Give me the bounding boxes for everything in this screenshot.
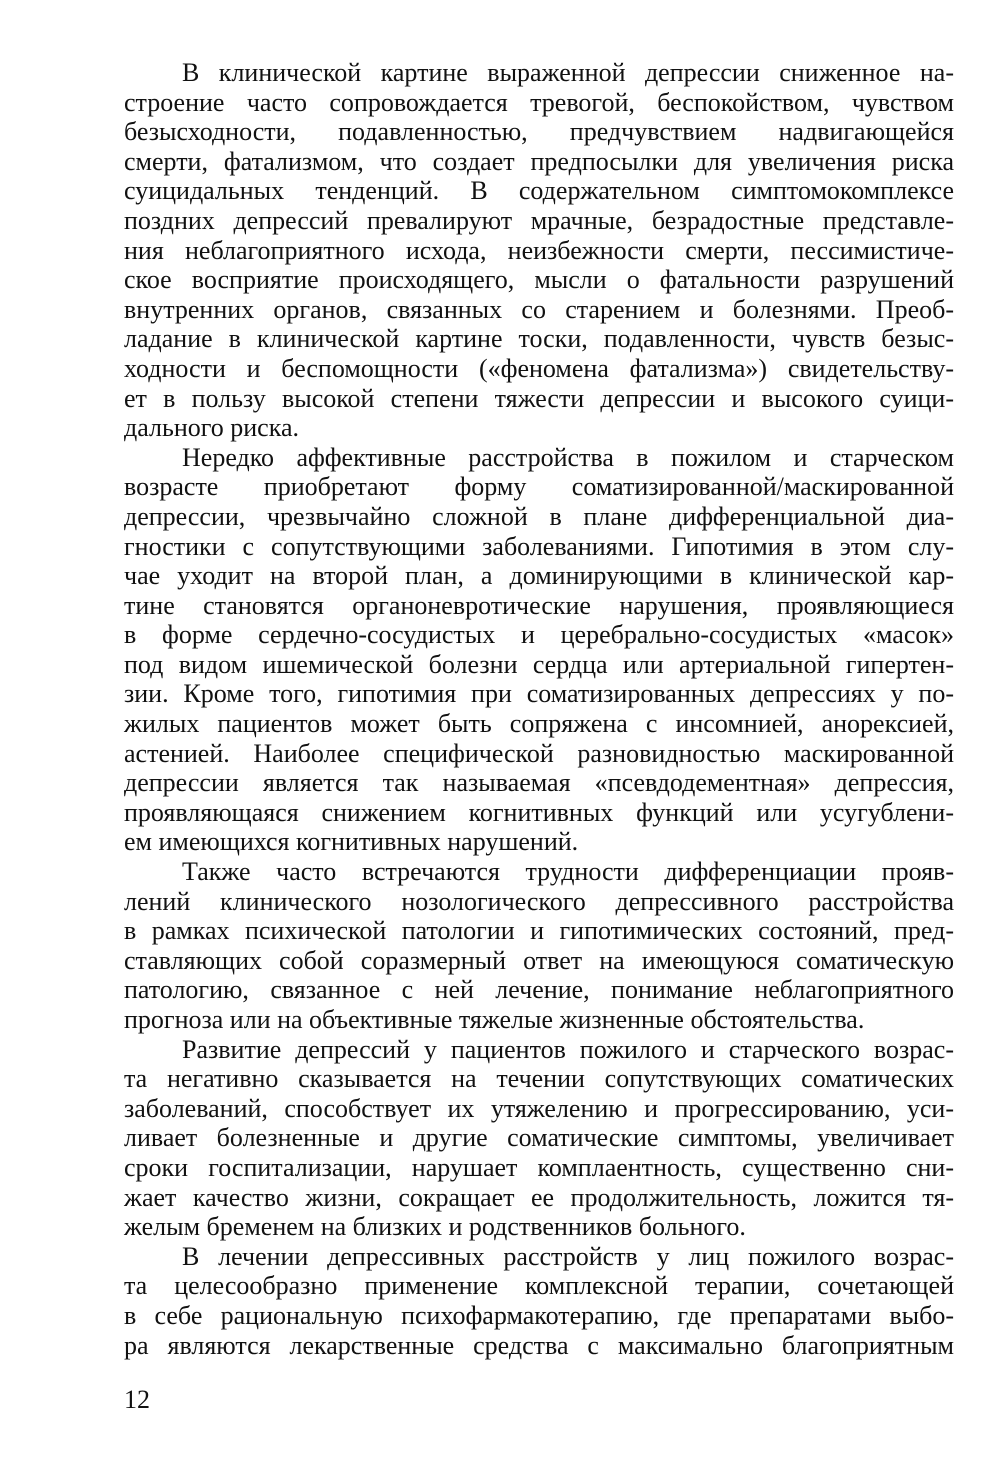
- text-line: смерти, фатализмом, что создает предпосылки для увеличения риска: [124, 146, 954, 176]
- text-line: Развитие депрессий у пациентов пожилого и старческого возрас-: [182, 1034, 954, 1064]
- text-line: ладание в клинической картине тоски, подавленности, чувств безыс-: [124, 324, 954, 354]
- text-line: в форме сердечно-сосудистых и церебрально-сосудистых «масок»: [124, 620, 954, 650]
- text-line: ет в пользу высокой степени тяжести депрессии и высокого суици-: [124, 383, 954, 413]
- text-line: ния неблагоприятного исхода, неизбежности смерти, пессимистиче-: [124, 235, 954, 265]
- text-line: безысходности, подавленностью, предчувствием надвигающейся: [124, 117, 954, 147]
- text-line: под видом ишемической болезни сердца или артериальной гипертен-: [124, 649, 954, 679]
- text-line: патологию, связанное с ней лечение, понимание неблагоприятного: [124, 975, 954, 1005]
- text-line: проявляющаяся снижением когнитивных функций или усугублени-: [124, 797, 954, 827]
- text-line: депрессии является так называемая «псевдодементная» депрессия,: [124, 768, 954, 798]
- text-line: возрасте приобретают форму соматизированной/маскированной: [124, 472, 954, 502]
- text-line: Также часто встречаются трудности дифференциации прояв-: [182, 857, 954, 887]
- text-line: в рамках психической патологии и гипотимических состояний, пред-: [124, 916, 954, 946]
- text-line: желым бременем на близких и родственников больного.: [124, 1212, 746, 1242]
- text-line: ское восприятие происходящего, мысли о фатальности разрушений: [124, 265, 954, 295]
- text-line: ставляющих собой соразмерный ответ на имеющуюся соматическую: [124, 945, 954, 975]
- paragraph-5: [124, 1242, 954, 1360]
- text-line: та негативно сказывается на течении сопутствующих соматических: [124, 1064, 954, 1094]
- paragraph-2: [124, 443, 954, 857]
- paragraph-3: [124, 857, 954, 1035]
- text-line: дального риска.: [124, 413, 299, 443]
- text-line: В лечении депрессивных расстройств у лиц пожилого возрас-: [182, 1241, 954, 1271]
- text-line: зии. Кроме того, гипотимия при соматизированных депрессиях у по-: [124, 679, 954, 709]
- text-line: сроки госпитализации, нарушает комплаентность, существенно сни-: [124, 1152, 954, 1182]
- text-line: заболеваний, способствует их утяжелению и прогрессированию, уси-: [124, 1093, 954, 1123]
- page-number: 12: [124, 1385, 150, 1414]
- text-line: жилых пациентов может быть сопряжена с инсомнией, анорексией,: [124, 709, 954, 739]
- text-line: ра являются лекарственные средства с максимально благоприятным: [124, 1330, 954, 1360]
- text-line: суицидальных тенденций. В содержательном симптомокомплексе: [124, 176, 954, 206]
- text-line: ем имеющихся когнитивных нарушений.: [124, 827, 579, 857]
- text-line: В клинической картине выраженной депрессии сниженное на-: [182, 58, 954, 87]
- text-line: жает качество жизни, сокращает ее продолжительность, ложится тя-: [124, 1182, 954, 1212]
- text-line: в себе рациональную психофармакотерапию, где препаратами выбо-: [124, 1300, 954, 1330]
- page-body: [124, 58, 954, 1360]
- text-line: гностики с сопутствующими заболеваниями. Гипотимия в этом слу-: [124, 531, 954, 561]
- text-line: чае уходит на второй план, а доминирующими в клинической кар-: [124, 561, 954, 591]
- text-line: прогноза или на объективные тяжелые жизненные обстоятельства.: [124, 1005, 865, 1034]
- text-line: ходности и беспомощности («феномена фатализма») свидетельству-: [124, 353, 954, 383]
- paragraph-4: [124, 1035, 954, 1242]
- text-line: астенией. Наиболее специфической разновидностью маскированной: [124, 738, 954, 768]
- text-line: Нередко аффективные расстройства в пожилом и старческом: [182, 442, 954, 472]
- text-line: депрессии, чрезвычайно сложной в плане дифференциальной диа-: [124, 501, 954, 531]
- text-line: поздних депрессий превалируют мрачные, безрадостные представле-: [124, 205, 954, 235]
- text-line: внутренних органов, связанных со старением и болезнями. Преоб-: [124, 294, 954, 324]
- paragraph-1: [124, 58, 954, 443]
- text-line: ливает болезненные и другие соматические симптомы, увеличивает: [124, 1123, 954, 1153]
- text-line: строение часто сопровождается тревогой, беспокойством, чувством: [124, 87, 954, 117]
- text-line: лений клинического нозологического депрессивного расстройства: [124, 886, 954, 916]
- text-line: тине становятся органоневротические нарушения, проявляющиеся: [124, 590, 954, 620]
- text-line: та целесообразно применение комплексной терапии, сочетающей: [124, 1271, 954, 1301]
